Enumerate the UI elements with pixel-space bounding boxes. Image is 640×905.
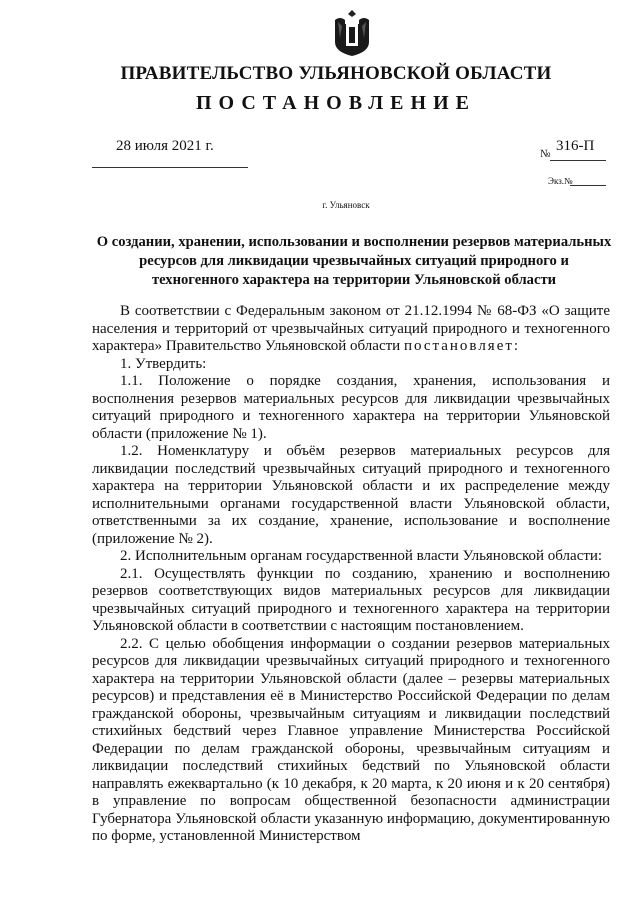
number-underline — [550, 160, 606, 161]
paragraph-2-2: 2.2. С целью обобщения информации о создании резервов материальных ресурсов для ликвидации чрезвычайных ситуаций природного и техногенного характера на территории Ульяновской области (далее – резервы материальных ресурсов) и представления её в Министерство Российской Федерации по делам гражданской обороны, чрезвычайным ситуациям и ликвидации последствий стихийных бедствий через Главное управление Министерства Российской Федерации по делам гражданской обороны, чрезвычайным ситуациям и ликвидации последствий стихийных бедствий по Ульяновской области направлять ежеквартально (к 10 декабря, к 20 марта, к 20 июня и к 20 сентября) в управление по вопросам общественной безопасности администрации Губернатора Ульяновской области указанную информацию, документированную по форме, установленной Министерством — [92, 635, 610, 844]
copy-number-underline — [570, 185, 606, 186]
number-sign: № — [540, 148, 551, 160]
city-label: г. Ульяновск — [322, 200, 370, 210]
paragraph-1: 1. Утвердить: — [120, 355, 207, 372]
paragraph-2-1: 2.1. Осуществлять функции по созданию, хранению и восполнению резервов соответствующих видов материальных ресурсов для ликвидации чрезвычайных ситуаций природного и техногенного характера на территории Ульяновской области в соответствии с настоящим постановлением. — [92, 565, 610, 634]
document-title: О создании, хранении, использовании и восполнении резервов материальных ресурсов для ликвидации чрезвычайных ситуаций природного и техногенного характера на территории Ульяновской области — [96, 234, 612, 288]
document-body — [92, 303, 610, 846]
intro-resolves: постановляет: — [403, 338, 521, 354]
paragraph-2: 2. Исполнительным органам государственной власти Ульяновской области: — [120, 548, 603, 564]
intro-text: В соответствии с Федеральным законом от 21.12.1994 № 68-ФЗ «О защите населения и территорий от чрезвычайных ситуаций природного и техногенного характера» Правительство Ульяновской области — [92, 303, 610, 354]
government-name: ПРАВИТЕЛЬСТВО УЛЬЯНОВСКОЙ ОБЛАСТИ — [120, 63, 552, 84]
document-number: 316-П — [556, 138, 595, 154]
paragraph-1-1: 1.1. Положение о порядке создания, хранения, использования и восполнения резервов материальных ресурсов для ликвидации чрезвычайных ситуаций природного и техногенного характера на территории Ульяновской области (приложение № 1). — [92, 373, 610, 442]
document-date: 28 июля 2021 г. — [116, 138, 214, 154]
date-underline — [92, 167, 248, 168]
document-type: ПОСТАНОВЛЕНИЕ — [196, 92, 476, 114]
paragraph-1-2: 1.2. Номенклатуру и объём резервов материальных ресурсов для ликвидации последствий чрезвычайных ситуаций природного и техногенного характера на территории Ульяновской области и их распределение между исполнительными органами государственной власти Ульяновской области, ответственными за их создание, хранение, использование и восполнение (приложение № 2). — [92, 443, 610, 547]
coat-of-arms-icon — [332, 8, 372, 58]
copy-number-label: Экз.№ — [548, 176, 573, 186]
intro-paragraph — [92, 303, 610, 356]
